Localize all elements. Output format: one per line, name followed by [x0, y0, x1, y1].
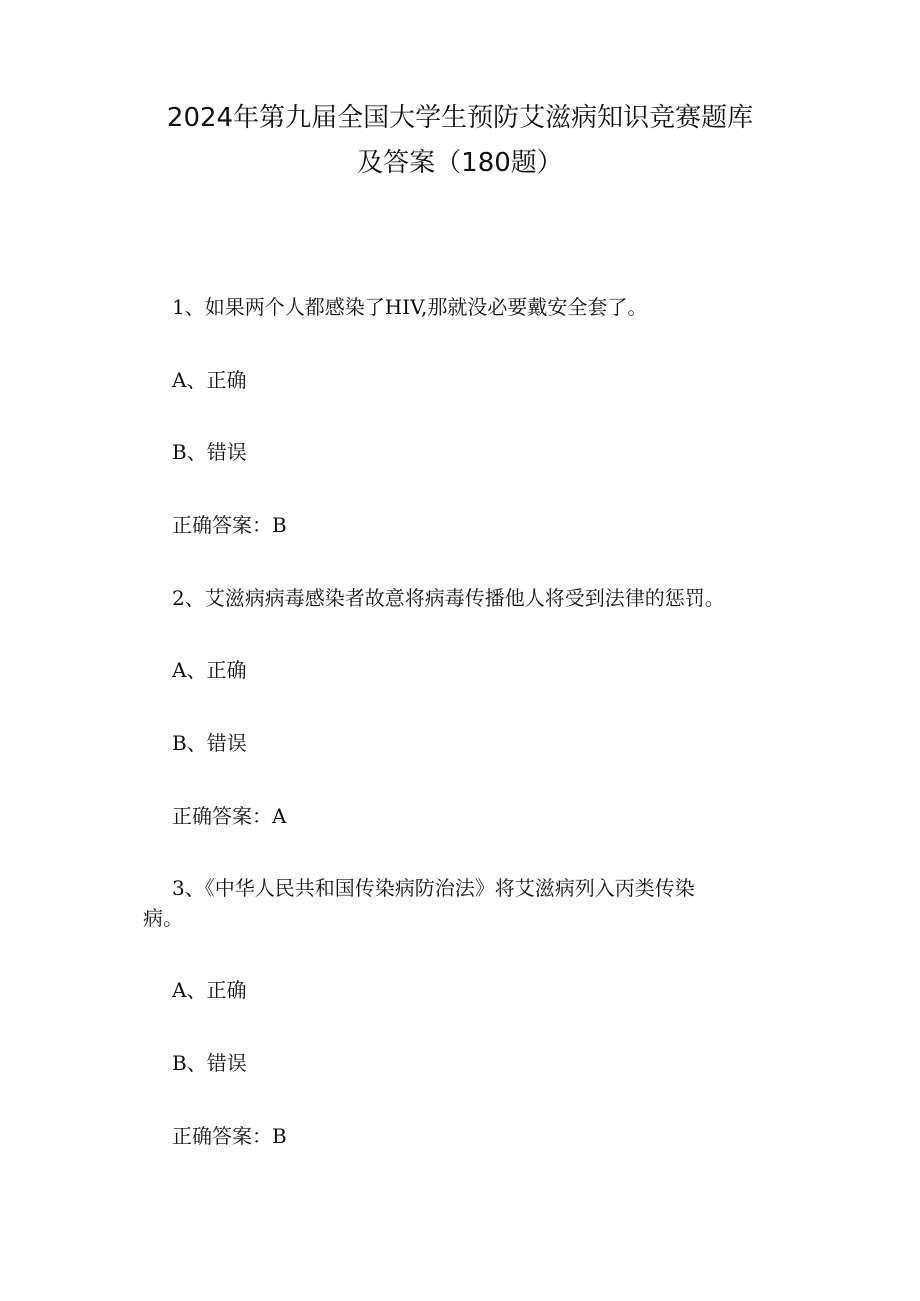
question-3-stem-line-2: 病。 [143, 906, 183, 930]
question-3-stem-line-1: 3、《中华人民共和国传染病防治法》将艾滋病列入丙类传染 [172, 876, 695, 900]
question-2-option-b: B、错误 [172, 731, 247, 755]
question-1-option-a: A、正确 [172, 368, 247, 392]
question-1-option-b: B、错误 [172, 440, 247, 464]
question-3-option-b: B、错误 [172, 1051, 247, 1075]
document-title-line-1: 2024年第九届全国大学生预防艾滋病知识竞赛题库 [166, 103, 754, 133]
question-2-answer: 正确答案：A [172, 804, 287, 828]
question-1-stem: 1、如果两个人都感染了HIV,那就没必要戴安全套了。 [172, 295, 648, 319]
question-2-option-a: A、正确 [172, 658, 247, 682]
question-3-answer: 正确答案：B [172, 1124, 287, 1148]
question-2-stem: 2、艾滋病病毒感染者故意将病毒传播他人将受到法律的惩罚。 [172, 586, 725, 610]
document-title-line-2: 及答案（180题） [357, 148, 563, 178]
question-3-option-a: A、正确 [172, 978, 247, 1002]
question-1-answer: 正确答案：B [172, 513, 287, 537]
